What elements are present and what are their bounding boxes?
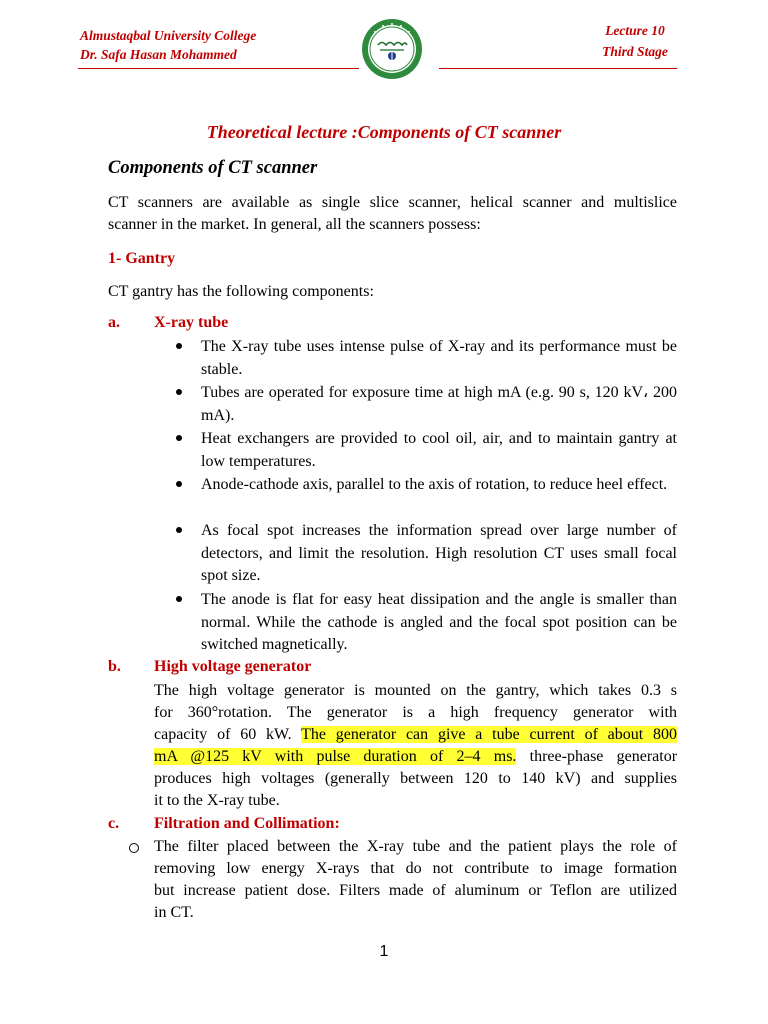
bullet-icon — [176, 389, 182, 395]
xray-bullet-6: The anode is flat for easy heat dissipation and the angle is smaller than normal. While the cathode is angled and the focal spot position can be switched magnetically. — [201, 591, 677, 653]
header-rule-left — [78, 68, 359, 69]
hv-line-1: The high voltage generator is mounted on the gantry, which takes 0.3 s — [154, 682, 677, 699]
hv-line-4 — [154, 746, 677, 769]
intro-line-1: CT scanners are available as single slice scanner, helical scanner and multislice — [108, 194, 677, 211]
hv-line-3 — [154, 724, 677, 747]
page-number: 1 — [379, 943, 389, 960]
bullet-icon — [176, 527, 182, 533]
hollow-bullet-icon — [129, 843, 139, 853]
header-rule-right — [439, 68, 677, 69]
xray-tube-heading: X-ray tube — [154, 314, 229, 331]
filtration-letter: c. — [108, 815, 120, 832]
filtration-line-2: removing low energy X-rays that do not contribute to image formation — [154, 860, 677, 877]
hv-generator-letter: b. — [108, 658, 121, 675]
bullet-icon — [176, 435, 182, 441]
hv-generator-heading: High voltage generator — [154, 658, 312, 675]
university-logo-icon — [361, 18, 423, 80]
xray-tube-letter: a. — [108, 314, 120, 331]
hv-line-5: produces high voltages (generally between 120 to 140 kV) and supplies — [154, 770, 677, 787]
hv-line-3-text: capacity of 60 kW. — [154, 726, 292, 743]
xray-bullet-3: Heat exchangers are provided to cool oil, air, and to maintain gantry at low temperatures. — [201, 430, 677, 470]
author-name: Dr. Safa Hasan Mohammed — [80, 47, 237, 62]
hv-line-4-text: three-phase generator — [529, 748, 678, 765]
hv-line-6: it to the X-ray tube. — [154, 792, 280, 809]
stage-label: Third Stage — [602, 44, 668, 59]
filtration-line-4: in CT. — [154, 904, 194, 921]
xray-bullet-2: Tubes are operated for exposure time at high mA (e.g. 90 s, 120 kV، 200 mA). — [201, 384, 677, 424]
bullet-icon — [176, 596, 182, 602]
hv-highlight-1: The generator can give a tube current of about 800 — [301, 726, 677, 743]
gantry-text: CT gantry has the following components: — [108, 283, 374, 300]
header-right — [593, 20, 677, 62]
filtration-heading: Filtration and Collimation: — [154, 815, 340, 832]
xray-bullet-4: Anode-cathode axis, parallel to the axis of rotation, to reduce heel effect. — [201, 476, 668, 493]
xray-bullet-1: The X-ray tube uses intense pulse of X-ray and its performance must be stable. — [201, 338, 677, 378]
hv-line-2: for 360°rotation. The generator is a high frequency generator with — [154, 704, 677, 721]
lecture-number: Lecture 10 — [605, 23, 665, 38]
page-title: Theoretical lecture :Components of CT scanner — [206, 122, 562, 142]
filtration-line-3: but increase patient dose. Filters made of aluminum or Teflon are utilized — [154, 882, 677, 899]
section-heading: Components of CT scanner — [108, 158, 318, 178]
xray-bullet-5: As focal spot increases the information spread over large number of detectors, and limit the resolution. High resolution CT uses small focal spot size. — [201, 522, 677, 584]
filtration-line-1: The filter placed between the X-ray tube and the patient plays the role of — [154, 838, 677, 855]
gantry-heading: 1- Gantry — [108, 250, 176, 267]
hv-highlight-2: mA @125 kV with pulse duration of 2–4 ms. — [154, 748, 517, 765]
bullet-icon — [176, 481, 182, 487]
header-left — [80, 26, 256, 64]
intro-line-2: scanner in the market. In general, all the scanners possess: — [108, 216, 481, 233]
bullet-icon — [176, 343, 182, 349]
university-name: Almustaqbal University College — [80, 28, 257, 43]
